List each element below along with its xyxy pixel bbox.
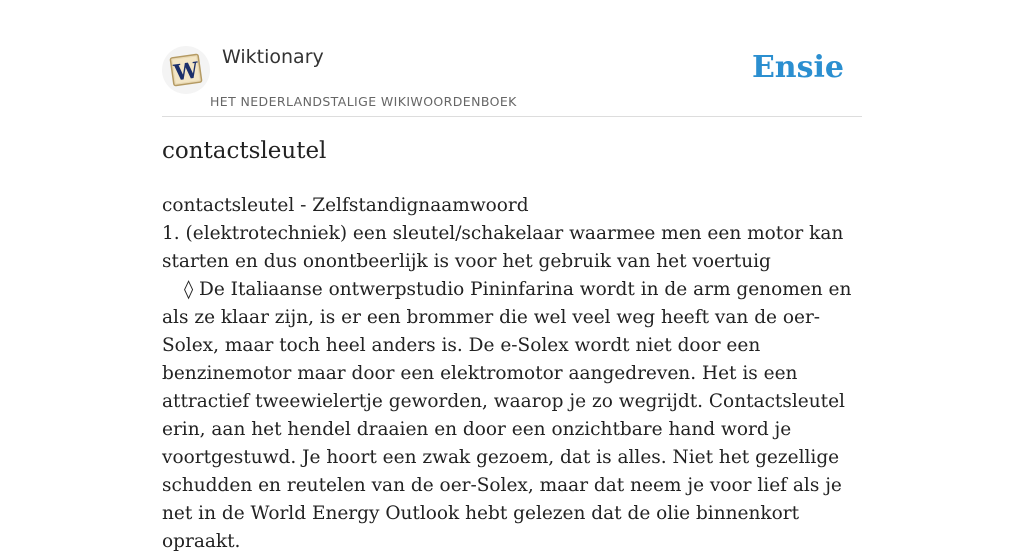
site-header: [162, 0, 862, 117]
site-tagline: HET NEDERLANDSTALIGE WIKIWOORDENBOEK: [210, 94, 517, 109]
ensie-logo[interactable]: Ensie: [751, 50, 844, 85]
site-name[interactable]: Wiktionary: [222, 46, 324, 68]
svg-text:W: W: [172, 57, 201, 87]
entry-definition: 1. (elektrotechniek) een sleutel/schakelaar waarmee men een motor kan starten en dus onontbeerlijk is voor het gebruik van het voertuig: [162, 223, 844, 272]
entry-content: [162, 192, 862, 556]
entry-example: ◊ De Italiaanse ontwerpstudio Pininfarina wordt in de arm genomen en als ze klaar zijn, is er een brommer die wel veel weg heeft van de oer-Solex, maar toch heel anders is. De e-Solex wordt niet door een benzinemotor maar door een elektromotor aangedreven. Het is een attractief tweewielertje geworden, waarop je zo wegrijdt. Contactsleutel erin, aan het hendel draaien en door een onzichtbare hand word je voortgestuwd. Je hoort een zwak gezoem, dat is alles. Niet het gezellige schudden en reutelen van de oer-Solex, maar dat neem je voor lief als je net in de World Energy Outlook hebt gelezen dat de olie binnenkort opraakt.: [162, 279, 852, 552]
page: [162, 0, 862, 552]
entry-heading: contactsleutel - Zelfstandignaamwoord: [162, 195, 529, 216]
site-logo[interactable]: [162, 46, 210, 94]
entry-title: contactsleutel: [162, 138, 327, 164]
wiktionary-w-tile-icon: [166, 50, 206, 90]
